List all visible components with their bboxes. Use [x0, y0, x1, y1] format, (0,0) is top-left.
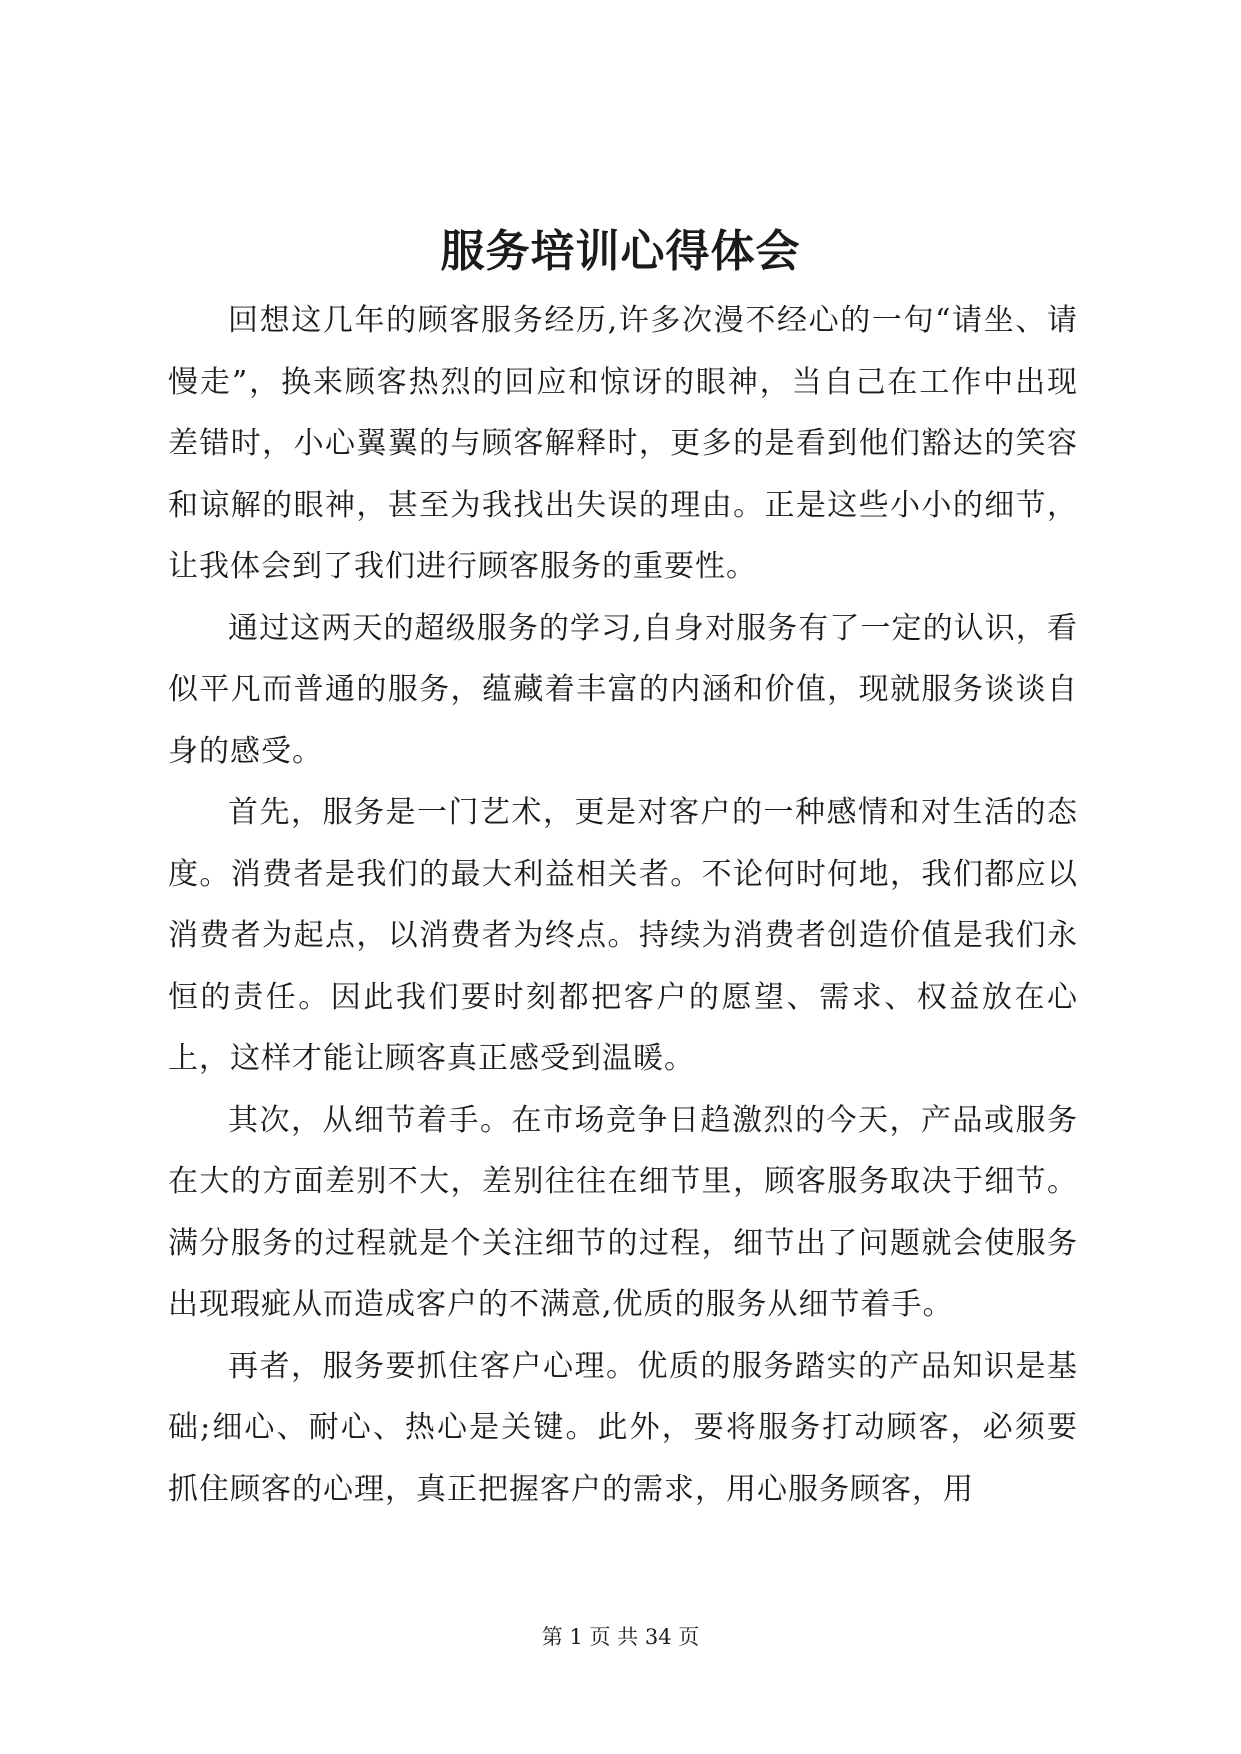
- document-title: 服务培训心得体会: [440, 226, 801, 277]
- paragraph: 其次，从细节着手。在市场竞争日趋激烈的今天，产品或服务在大的方面差别不大，差别往往在细节里，顾客服务取决于细节。满分服务的过程就是个关注细节的过程，细节出了问题就会使服务出现瑕疵从而造成客户的不满意,优质的服务从细节着手。: [168, 1102, 1078, 1322]
- paragraph: 首先，服务是一门艺术，更是对客户的一种感情和对生活的态度。消费者是我们的最大利益相关者。不论何时何地，我们都应以消费者为起点，以消费者为终点。持续为消费者创造价值是我们永恒的责任。因此我们要时刻都把客户的愿望、需求、权益放在心上，这样才能让顾客真正感受到温暖。: [168, 795, 1078, 1076]
- paragraph: 回想这几年的顾客服务经历,许多次漫不经心的一句“请坐、请慢走”，换来顾客热烈的回应和惊讶的眼神，当自己在工作中出现差错时，小心翼翼的与顾客解释时，更多的是看到他们豁达的笑容和谅解的眼神，甚至为我找出失误的理由。正是这些小小的细节，让我体会到了我们进行顾客服务的重要性。: [168, 303, 1078, 584]
- page-number-footer: 第 1 页 共 34 页: [541, 1625, 700, 1649]
- paragraph: 再者，服务要抓住客户心理。优质的服务踏实的产品知识是基础;细心、耐心、热心是关键。此外，要将服务打动顾客，必须要抓住顾客的心理，真正把握客户的需求，用心服务顾客，用: [168, 1348, 1078, 1507]
- document-body: [168, 290, 1078, 1520]
- paragraph: 通过这两天的超级服务的学习,自身对服务有了一定的认识，看似平凡而普通的服务，蕴藏着丰富的内涵和价值，现就服务谈谈自身的感受。: [168, 610, 1078, 769]
